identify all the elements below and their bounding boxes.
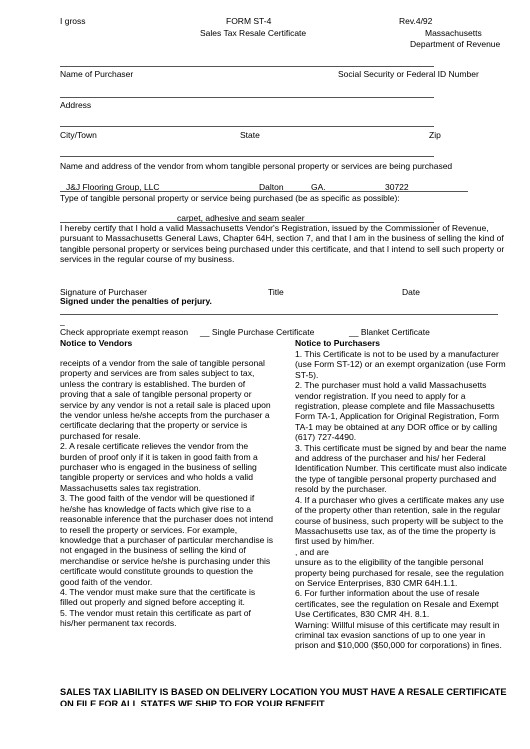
footer-notice: SALES TAX LIABILITY IS BASED ON DELIVERY LOCATION YOU MUST HAVE A RESALE CERTIFICATE ON FILE FOR ALL STATES WE SHIP TO FOR YOUR BENEFIT	[60, 687, 507, 706]
revision: Rev.4/92	[399, 16, 433, 26]
vendors-para-2: 2. A resale certificate relieves the vendor from the burden of proof only if it is taken in good faith from a purchaser who is engaged in the business of selling tangible property or services and who holds a valid Massachusetts sales tax registration.	[60, 441, 258, 493]
penalty-text: Signed under the penalties of perjury.	[60, 296, 212, 306]
purchasers-para-2: 2. The purchaser must hold a valid Massachusetts vendor registration. If you need to apply for a registration, please complete and file Massachusetts Form TA-1, Application for Original Registration, Form TA-1 may be obtained at any DOR office or by calling (617) 727-4490.	[295, 380, 500, 443]
single-purchase-option[interactable]: __ Single Purchase Certificate	[200, 327, 315, 337]
vendor-state: GA.	[311, 182, 326, 192]
type-value: carpet, adhesive and seam sealer	[177, 213, 305, 223]
purchasers-para-7: 6. For further information about the use of resale certificates, see the regulation on Resale and Exempt Use Certificates, 830 CMR 4H. 8.1.	[295, 588, 499, 620]
vendor-line[interactable]	[60, 156, 434, 157]
id-number-label: Social Security or Federal ID Number	[338, 69, 479, 79]
vendors-para-4: 4. The vendor must make sure that the certificate is filled out properly and signed before accepting it.	[60, 586, 256, 608]
vendors-heading: Notice to Vendors	[60, 338, 133, 348]
purchasers-para-5: , and are	[295, 546, 329, 557]
vendors-para-5: 5. The vendor must retain this certificate as part of his/her permanent tax records.	[60, 607, 251, 629]
date-label: Date	[402, 287, 420, 297]
purchasers-para-1: 1. This Certificate is not to be used by a manufacturer (use Form ST-12) or an exempt organization (use Form ST-5).	[295, 349, 506, 380]
department: Department of Revenue	[410, 39, 501, 49]
vendor-name: J&J Flooring Group, LLC	[66, 182, 160, 192]
form-title: Sales Tax Resale Certificate	[200, 28, 307, 38]
purchaser-name-line[interactable]	[60, 66, 434, 67]
vendor-label: Name and address of the vendor from whom tangible personal property or services are being purchased	[60, 161, 453, 171]
purchasers-para-8: Warning: Willful misuse of this certificate may result in criminal tax evasion sanctions of up to one year in prison and $10,000 ($50,000 for corporations) in fines.	[295, 619, 502, 651]
state-label: State	[240, 130, 260, 140]
vendor-zip: 30722	[385, 182, 409, 192]
state-name: Massachusetts	[425, 28, 482, 38]
title-label: Title	[268, 287, 284, 297]
certification-text: I hereby certify that I hold a valid Massachusetts Vendor's Registration, issued by the Commissioner of Revenue, pursuant to Massachusetts General Laws, Chapter 64H, section 7, and that I am in the business of selling the kind of tangible personal property or services being purchased under this certificate, and that I intend to sell such property or services in the regular course of my business.	[60, 223, 505, 265]
vendors-notice	[60, 358, 274, 629]
zip-label: Zip	[429, 130, 441, 140]
blanket-option[interactable]: __ Blanket Certificate	[349, 327, 430, 337]
purchasers-para-4: 4. If a purchaser who gives a certificate makes any use of the property other than retention, sale in the regular course of business, such property will be subject to the Massachusetts use tax, as of the time the property is first used by him/her.	[295, 494, 505, 547]
address-label: Address	[60, 100, 92, 110]
city-label: City/Town	[60, 130, 97, 140]
vendors-para-3: 3. The good faith of the vendor will be questioned if he/she has knowledge of facts which give rise to a reasonable inference that the purchaser does not intend to resell the property or services. For example, knowledge that a purchaser of particular merchandise is not engaged in the business of selling the kind of merchandise or service he/she is purchasing under this certificate would constitute grounds to question the good faith of the vendor.	[60, 493, 274, 587]
type-label: Type of tangible personal property or service being purchased (be as specific as possible):	[60, 193, 400, 203]
vendor-value-line[interactable]	[60, 191, 468, 192]
purchasers-para-6: unsure as to the eligibility of the tangible personal property being purchased for resale, see the regulation on Service Enterprises, 830 CMR 64H.1.1.	[295, 557, 504, 588]
purchasers-para-3: 3. This certificate must be signed by and bear the name and address of the purchaser and his/ her Federal Identification Number. This certificate must also indicate the type of tangible personal property purchased and resold by the purchaser.	[295, 442, 507, 495]
purchaser-name-label: Name of Purchaser	[60, 69, 134, 79]
footer-clip	[60, 686, 512, 706]
purchasers-notice	[295, 349, 507, 651]
signature-label: Signature of Purchaser	[60, 287, 147, 297]
signature-line[interactable]	[60, 314, 498, 315]
form-tag: I gross	[60, 16, 86, 26]
exempt-dash: _	[60, 316, 65, 326]
city-state-zip-line[interactable]	[60, 126, 434, 127]
form-number: FORM ST-4	[226, 16, 272, 26]
address-line[interactable]	[60, 97, 434, 98]
vendors-para-1: receipts of a vendor from the sale of tangible personal property and services are from sales subject to tax, unless the contrary is established. The burden of proving that a sale of tangible personal property or service by any vendor is not a retail sale is placed upon the vendor unless he/she accepts from the purchaser a certificate declaring that the property or service is purchased for resale.	[60, 358, 271, 441]
vendor-city: Dalton	[259, 182, 284, 192]
exempt-label: Check appropriate exempt reason	[60, 327, 189, 337]
purchasers-heading: Notice to Purchasers	[295, 338, 381, 348]
